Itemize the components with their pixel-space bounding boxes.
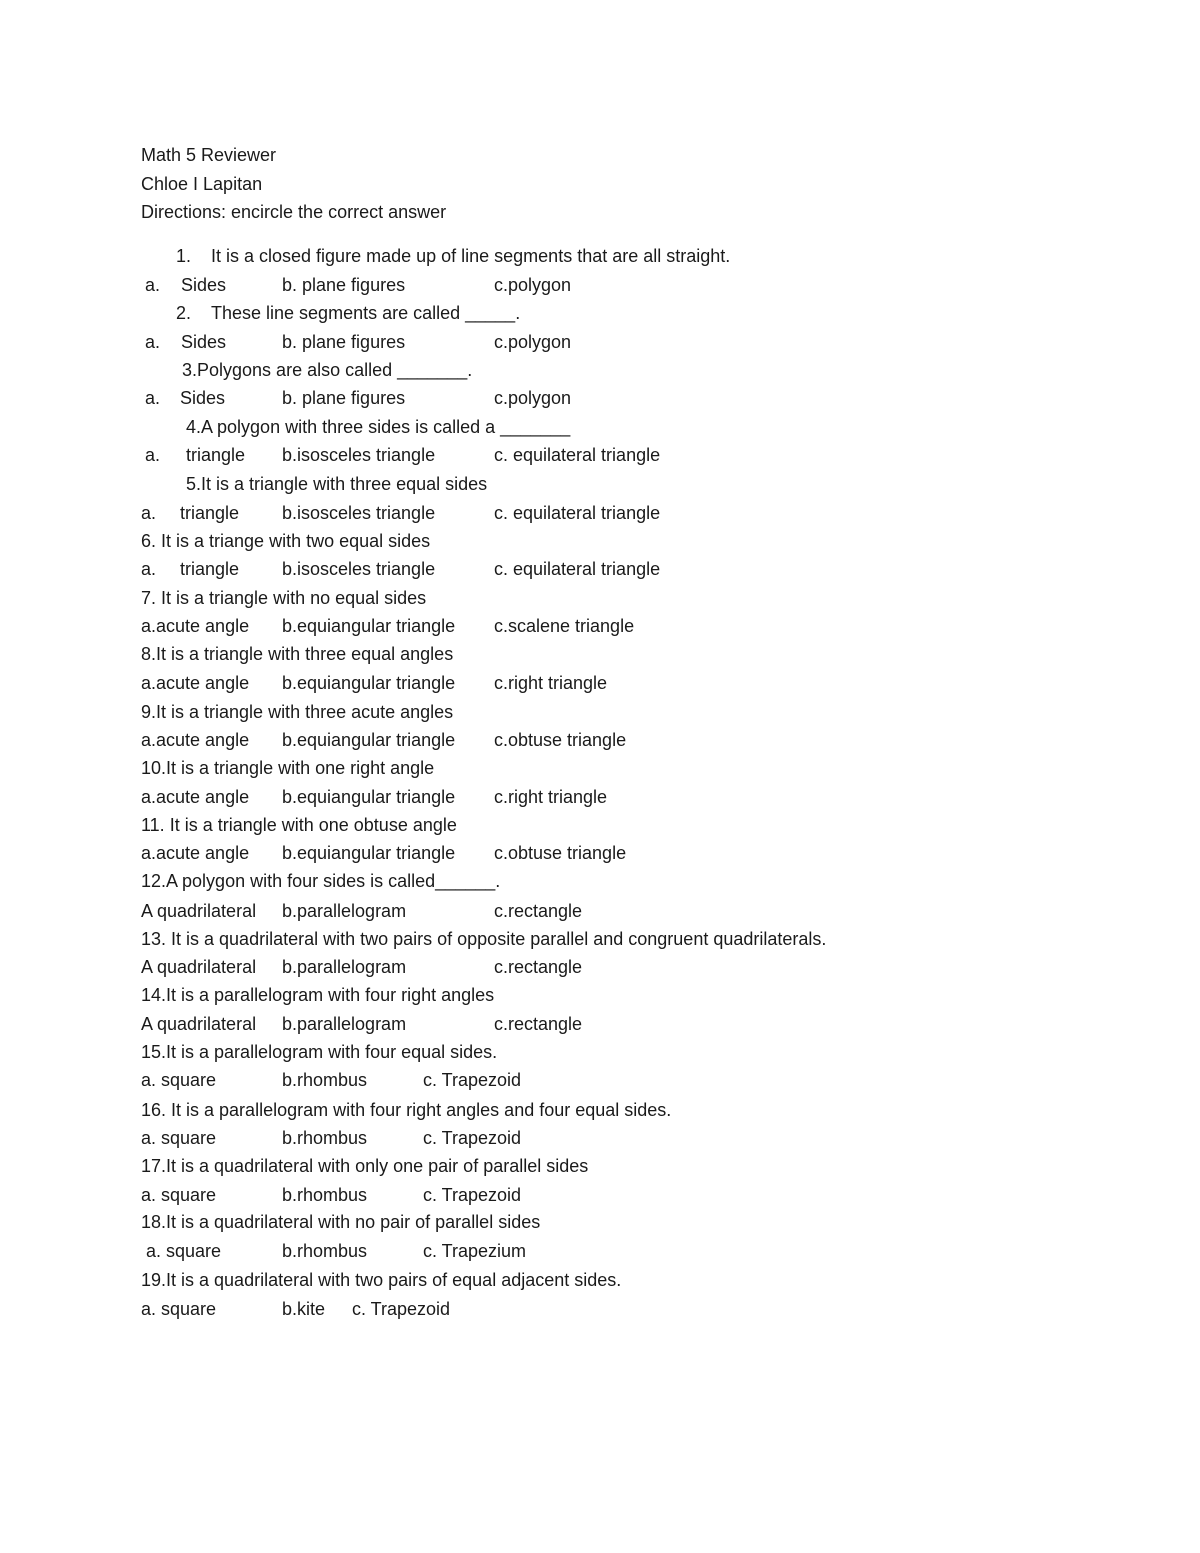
question-line (0, 1152, 1200, 1180)
choice-c: c.polygon (494, 275, 572, 295)
question-text: It is a closed figure made up of line segments that are all straight. (211, 246, 731, 266)
choice-b: b.equiangular triangle (282, 616, 456, 636)
doc-directions-line (0, 198, 1200, 226)
question-line (0, 1038, 1200, 1066)
question-text: 16. It is a parallelogram with four right angles and four equal sides. (141, 1100, 672, 1120)
choices-line (0, 726, 1200, 754)
question-line (0, 1208, 1200, 1236)
choice-b: b.equiangular triangle (282, 787, 456, 807)
choice-b: b.rhombus (282, 1185, 368, 1205)
choice-c: c.obtuse triangle (494, 730, 627, 750)
choices-line (0, 612, 1200, 640)
choice-c: c.rectangle (494, 901, 583, 921)
choice-b: b.isosceles triangle (282, 503, 436, 523)
choice-c: c. Trapezium (423, 1241, 527, 1261)
doc-author-line (0, 170, 1200, 198)
choice-a: a.acute angle (141, 673, 250, 693)
choice-b: b. plane figures (282, 332, 406, 352)
question-line (0, 1096, 1200, 1124)
question-line (0, 356, 1200, 384)
question-text: 6. It is a triange with two equal sides (141, 531, 431, 551)
choice-b: b.equiangular triangle (282, 730, 456, 750)
choice-b: b.parallelogram (282, 1014, 407, 1034)
choice-c: c. Trapezoid (423, 1128, 522, 1148)
choice-c: c. Trapezoid (352, 1299, 451, 1319)
choice-c: c.right triangle (494, 673, 608, 693)
question-line (0, 584, 1200, 612)
question-line (0, 867, 1200, 895)
question-text: 12.A polygon with four sides is called______. (141, 871, 501, 891)
choice-a: a. square (141, 1128, 217, 1148)
question-text: 11. It is a triangle with one obtuse angle (141, 815, 457, 835)
choice-c: c.right triangle (494, 787, 608, 807)
question-line (0, 470, 1200, 498)
choices-line (0, 1124, 1200, 1152)
choices-line (0, 897, 1200, 925)
choice-b: b.isosceles triangle (282, 559, 436, 579)
choice-b: b.kite (282, 1299, 326, 1319)
choice-a: a.acute angle (141, 843, 250, 863)
question-text: 9.It is a triangle with three acute angles (141, 702, 454, 722)
question-text: These line segments are called _____. (211, 303, 521, 323)
choice-b: b.equiangular triangle (282, 843, 456, 863)
choice-a: triangle (180, 559, 240, 579)
choice-c: c. Trapezoid (423, 1070, 522, 1090)
choice-a-marker: a. (145, 275, 161, 295)
question-number: 1. (176, 246, 192, 266)
choice-a-marker: a. (145, 445, 161, 465)
question-line (0, 1266, 1200, 1294)
choices-line (0, 271, 1200, 299)
choice-a-marker: a. (145, 332, 161, 352)
choices-line (0, 1010, 1200, 1038)
question-text: 19.It is a quadrilateral with two pairs of equal adjacent sides. (141, 1270, 622, 1290)
choice-a: a. square (141, 1070, 217, 1090)
choices-line (0, 499, 1200, 527)
choice-a: A quadrilateral (141, 957, 257, 977)
question-text: 4.A polygon with three sides is called a _______ (186, 417, 571, 437)
question-text: 15.It is a parallelogram with four equal sides. (141, 1042, 498, 1062)
question-line (0, 242, 1200, 270)
choice-a: a. square (146, 1241, 222, 1261)
question-line (0, 754, 1200, 782)
choice-a: a.acute angle (141, 787, 250, 807)
question-line (0, 811, 1200, 839)
doc-author: Chloe I Lapitan (141, 174, 263, 194)
choice-b: b.rhombus (282, 1128, 368, 1148)
choice-a: triangle (180, 503, 240, 523)
choice-a: Sides (181, 332, 227, 352)
choices-line (0, 1295, 1200, 1323)
choice-c: c. Trapezoid (423, 1185, 522, 1205)
choices-line (0, 441, 1200, 469)
doc-directions: Directions: encircle the correct answer (141, 202, 447, 222)
question-text: 17.It is a quadrilateral with only one pair of parallel sides (141, 1156, 589, 1176)
choice-a: a.acute angle (141, 730, 250, 750)
choices-line (0, 1181, 1200, 1209)
choice-a: a.acute angle (141, 616, 250, 636)
question-text: 14.It is a parallelogram with four right angles (141, 985, 495, 1005)
doc-title-line (0, 141, 1200, 169)
question-text: 8.It is a triangle with three equal angles (141, 644, 454, 664)
choice-a-marker: a. (141, 503, 157, 523)
choice-b: b. plane figures (282, 275, 406, 295)
choice-a-marker: a. (141, 559, 157, 579)
choices-line (0, 555, 1200, 583)
choice-a: triangle (186, 445, 246, 465)
choice-c: c.obtuse triangle (494, 843, 627, 863)
choices-line (0, 328, 1200, 356)
choice-b: b.parallelogram (282, 901, 407, 921)
choice-a: a. square (141, 1299, 217, 1319)
question-line (0, 527, 1200, 555)
question-line (0, 640, 1200, 668)
choice-c: c. equilateral triangle (494, 445, 661, 465)
doc-title: Math 5 Reviewer (141, 145, 277, 165)
question-line (0, 698, 1200, 726)
choice-a-marker: a. (145, 388, 161, 408)
choices-line (0, 1237, 1200, 1265)
question-text: 7. It is a triangle with no equal sides (141, 588, 427, 608)
choice-c: c.polygon (494, 332, 572, 352)
choice-a: Sides (180, 388, 226, 408)
choice-c: c. equilateral triangle (494, 559, 661, 579)
choice-c: c.rectangle (494, 1014, 583, 1034)
choice-a: A quadrilateral (141, 901, 257, 921)
question-line (0, 413, 1200, 441)
question-text: 18.It is a quadrilateral with no pair of parallel sides (141, 1212, 541, 1232)
choices-line (0, 669, 1200, 697)
choice-c: c.rectangle (494, 957, 583, 977)
question-text: 5.It is a triangle with three equal sides (186, 474, 488, 494)
question-text: 3.Polygons are also called _______. (182, 360, 473, 380)
question-number: 2. (176, 303, 192, 323)
choice-b: b.parallelogram (282, 957, 407, 977)
choice-c: c.scalene triangle (494, 616, 635, 636)
choices-line (0, 384, 1200, 412)
question-text: 13. It is a quadrilateral with two pairs of opposite parallel and congruent quadrilaterals. (141, 929, 827, 949)
choice-c: c. equilateral triangle (494, 503, 661, 523)
choice-a: Sides (181, 275, 227, 295)
choice-b: b.rhombus (282, 1241, 368, 1261)
choices-line (0, 1066, 1200, 1094)
choice-b: b.equiangular triangle (282, 673, 456, 693)
choice-a: a. square (141, 1185, 217, 1205)
choice-a: A quadrilateral (141, 1014, 257, 1034)
choices-line (0, 783, 1200, 811)
question-line (0, 981, 1200, 1009)
choice-b: b.rhombus (282, 1070, 368, 1090)
question-line (0, 925, 1200, 953)
choice-b: b.isosceles triangle (282, 445, 436, 465)
question-text: 10.It is a triangle with one right angle (141, 758, 435, 778)
question-line (0, 299, 1200, 327)
choice-b: b. plane figures (282, 388, 406, 408)
choice-c: c.polygon (494, 388, 572, 408)
choices-line (0, 953, 1200, 981)
choices-line (0, 839, 1200, 867)
